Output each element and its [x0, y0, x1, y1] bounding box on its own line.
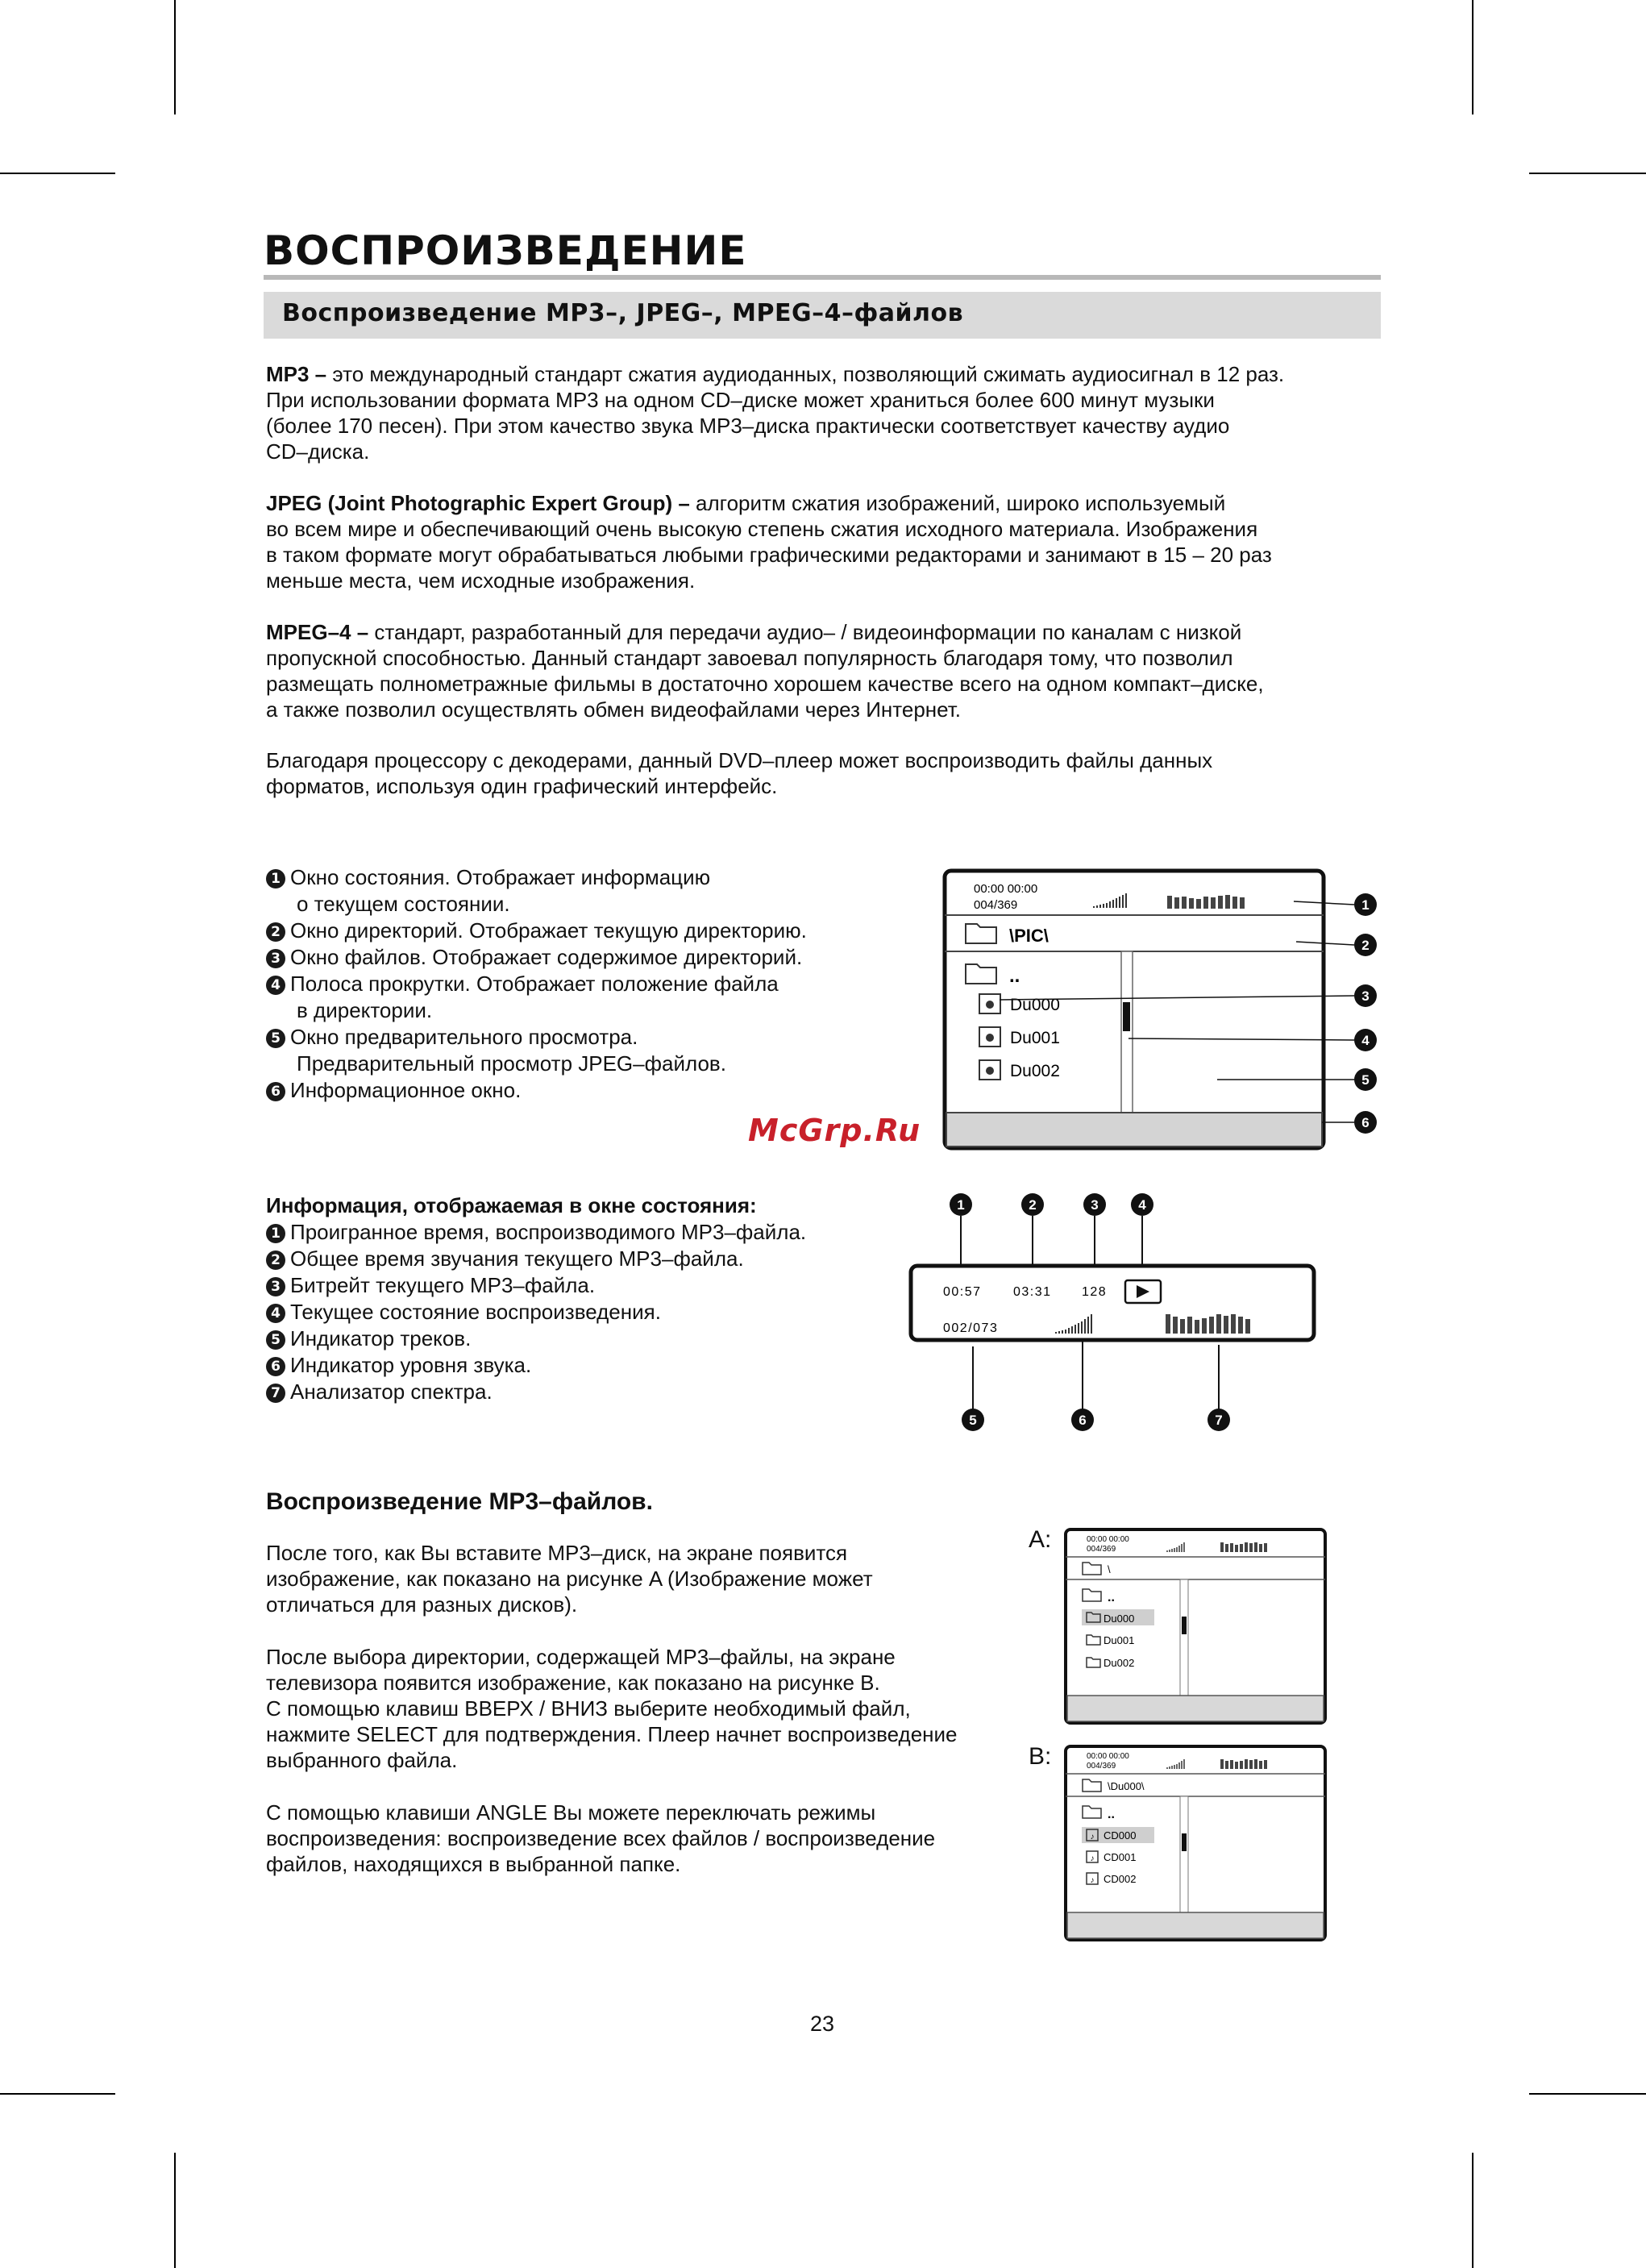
bottom-callouts: [962, 1409, 1230, 1431]
text-line: (более 170 песен). При этом качество звука MP3–диска практически соответствует качеству аудио: [266, 414, 1230, 438]
text-line: во всем мире и обеспечивающий очень высокую степень сжатия исходного материала. Изображения: [266, 517, 1258, 541]
scrollbar-thumb: [1182, 1833, 1187, 1851]
screen-frame: [945, 871, 1324, 1148]
text-line: форматов, используя один графический интерфейс.: [266, 774, 778, 798]
scrollbar: [1121, 951, 1133, 1113]
file-name: Du002: [1104, 1657, 1135, 1669]
mp3-paragraph: [266, 361, 1386, 464]
text-line: изображение, как показано на рисунке A (Изображение может: [266, 1567, 873, 1591]
callout-number: 6: [266, 1082, 285, 1101]
page-title: ВОСПРОИЗВЕДЕНИЕ: [264, 227, 747, 274]
status-track: 004/369: [1087, 1545, 1116, 1554]
callout-number: 5: [266, 1330, 285, 1350]
status-info-heading: Информация, отображаемая в окне состояния:: [266, 1193, 757, 1217]
crop-mark: [0, 173, 115, 174]
file-name: Du000: [1010, 996, 1060, 1014]
figure-a-label: A:: [1029, 1526, 1052, 1553]
crop-mark: [1529, 173, 1646, 174]
total-time: 03:31: [1013, 1285, 1052, 1299]
text-line: размещать полнометражные фильмы в достаточно хорошем качестве всего на одном компакт–диске,: [266, 672, 1264, 696]
parent-dir: ..: [1108, 1808, 1115, 1821]
directory-path: \Du000\: [1108, 1780, 1145, 1792]
text-line: нажмите SELECT для подтверждения. Плеер начнет воспроизведение: [266, 1722, 958, 1746]
callout-number: 4: [266, 1304, 285, 1323]
text-line: После выбора директории, содержащей MP3–файлы, на экране: [266, 1645, 896, 1669]
callout-number: 5: [969, 1413, 977, 1428]
directory-path: \: [1108, 1563, 1111, 1575]
callout-number: 1: [266, 869, 285, 888]
callout-markers: [1354, 893, 1377, 1134]
text-line: CD–диска.: [266, 439, 370, 464]
callout-number: 6: [1079, 1413, 1087, 1428]
legend-text: Информационное окно.: [290, 1078, 522, 1102]
directory-path: \PIC\: [1009, 926, 1049, 946]
crop-mark: [174, 2153, 176, 2268]
text-line: выбранного файла.: [266, 1748, 458, 1772]
music-note-glyph: ♪: [1090, 1854, 1095, 1863]
crop-mark: [1472, 2153, 1474, 2268]
callout-number: 7: [266, 1384, 285, 1403]
camera-icon: [986, 1034, 994, 1042]
text-line: меньше места, чем исходные изображения.: [266, 568, 696, 593]
legend-text: Окно предварительного просмотра.: [290, 1025, 638, 1049]
screen-layout-diagram: [935, 863, 1386, 1157]
legend-text: Индикатор треков.: [290, 1326, 472, 1350]
legend-text: Окно состояния. Отображает информацию: [290, 865, 711, 889]
camera-icon: [986, 1067, 994, 1075]
top-callouts: [950, 1193, 1153, 1216]
mp3-term: MP3 –: [266, 362, 327, 386]
page-number: 23: [810, 2012, 835, 2036]
callout-number: 5: [266, 1029, 285, 1048]
status-time: 00:00 00:00: [974, 882, 1038, 896]
legend-text: Полоса прокрутки. Отображает положение файла: [290, 972, 779, 996]
scrollbar: [1180, 1796, 1188, 1912]
camera-icon: [986, 1001, 994, 1009]
scrollbar: [1180, 1579, 1188, 1696]
jpeg-paragraph: [266, 490, 1386, 593]
legend-text: о текущем состоянии.: [297, 892, 510, 916]
callout-number: 2: [266, 1251, 285, 1270]
legend-text: Проигранное время, воспроизводимого MP3–файла.: [290, 1220, 807, 1244]
text-line: в таком формате могут обрабатываться любыми графическими редакторами и занимают в 15 – 20 раз: [266, 543, 1272, 567]
text-line: Благодаря процессору с декодерами, данный DVD–плеер может воспроизводить файлы данных: [266, 748, 1213, 772]
mp3-playback-p3: [266, 1800, 1040, 1877]
callout-number: 2: [1029, 1197, 1037, 1213]
screen-b-diagram: [1062, 1743, 1328, 1943]
watermark: McGrp.Ru: [748, 1113, 921, 1148]
callout-number: 3: [266, 949, 285, 968]
text-line: а также позволил осуществлять обмен видеофайлами через Интернет.: [266, 697, 961, 722]
status-window-diagram: [903, 1185, 1330, 1435]
status-track: 004/369: [1087, 1762, 1116, 1771]
music-note-glyph: ♪: [1090, 1833, 1095, 1841]
mp3-playback-p1: [266, 1540, 1040, 1617]
legend-text: Анализатор спектра.: [290, 1380, 493, 1404]
text-line: С помощью клавиши ANGLE Вы можете переключать режимы: [266, 1800, 876, 1825]
decoder-paragraph: [266, 747, 1386, 799]
callout-number: 2: [1361, 938, 1370, 953]
parent-dir: ..: [1009, 965, 1020, 987]
callout-number: 4: [1361, 1033, 1370, 1048]
file-name: CD001: [1104, 1851, 1137, 1863]
callout-number: 7: [1215, 1413, 1223, 1428]
legend-text: Окно директорий. Отображает текущую директорию.: [290, 918, 807, 943]
text-line: файлов, находящихся в выбранной папке.: [266, 1852, 681, 1876]
file-name: Du001: [1104, 1634, 1135, 1646]
text-line: воспроизведения: воспроизведение всех файлов / воспроизведение: [266, 1826, 936, 1850]
mp3-playback-p2: [266, 1644, 1040, 1773]
info-window: [1067, 1696, 1324, 1721]
mpeg4-term: MPEG–4 –: [266, 620, 369, 644]
info-window: [946, 1113, 1322, 1146]
callout-number: 1: [957, 1197, 965, 1213]
screen-a-diagram: [1062, 1526, 1328, 1726]
jpeg-term: JPEG (Joint Photographic Expert Group) –: [266, 491, 690, 515]
callout-number: 6: [266, 1357, 285, 1376]
callout-number: 1: [266, 1224, 285, 1243]
section-title: Воспроизведение MP3–, JPEG–, MPEG–4–файлов: [282, 299, 964, 327]
file-name: Du000: [1104, 1613, 1135, 1625]
callout-number: 1: [1361, 897, 1370, 913]
legend-text: Индикатор уровня звука.: [290, 1353, 532, 1377]
callout-number: 3: [1091, 1197, 1099, 1213]
windows-legend: [266, 864, 807, 1104]
text-line: алгоритм сжатия изображений, широко используемый: [689, 491, 1226, 515]
callout-number: 3: [1361, 988, 1370, 1004]
status-time: 00:00 00:00: [1087, 1535, 1129, 1544]
legend-text: Битрейт текущего MP3–файла.: [290, 1273, 596, 1297]
text-line: телевизора появится изображение, как показано на рисунке B.: [266, 1671, 880, 1695]
text-line: После того, как Вы вставите MP3–диск, на экране появится: [266, 1541, 848, 1565]
scrollbar-thumb: [1123, 1002, 1130, 1031]
callout-number: 3: [266, 1277, 285, 1296]
text-line: пропускной способностью. Данный стандарт завоевал популярность благодаря тому, что позволил: [266, 646, 1233, 670]
legend-text: Текущее состояние воспроизведения.: [290, 1300, 661, 1324]
bitrate: 128: [1082, 1285, 1108, 1299]
callout-number: 2: [266, 922, 285, 942]
legend-text: Общее время звучания текущего MP3–файла.: [290, 1246, 744, 1271]
title-rule: [264, 275, 1381, 280]
figure-b-label: B:: [1029, 1743, 1052, 1770]
legend-text: Предварительный просмотр JPEG–файлов.: [297, 1051, 726, 1076]
crop-mark: [1472, 0, 1474, 114]
file-name: Du002: [1010, 1062, 1060, 1080]
callout-number: 5: [1361, 1072, 1370, 1088]
scrollbar-thumb: [1182, 1617, 1187, 1634]
track-indicator: 002/073: [943, 1321, 999, 1335]
status-legend: [266, 1219, 806, 1405]
crop-mark: [174, 0, 176, 114]
callout-number: 6: [1361, 1115, 1370, 1130]
parent-dir: ..: [1108, 1591, 1115, 1604]
status-time: 00:00 00:00: [1087, 1752, 1129, 1761]
elapsed-time: 00:57: [943, 1285, 982, 1299]
file-name: CD000: [1104, 1829, 1137, 1841]
callout-number: 4: [1138, 1197, 1146, 1213]
music-note-glyph: ♪: [1090, 1876, 1095, 1885]
crop-mark: [0, 2093, 115, 2095]
status-track: 004/369: [974, 898, 1018, 912]
text-line: стандарт, разработанный для передачи аудио– / видеоинформации по каналам с низкой: [368, 620, 1242, 644]
crop-mark: [1529, 2093, 1646, 2095]
mpeg4-paragraph: [266, 619, 1386, 722]
file-name: Du001: [1010, 1029, 1060, 1047]
legend-text: в директории.: [297, 998, 433, 1022]
text-line: С помощью клавиш ВВЕРХ / ВНИЗ выберите необходимый файл,: [266, 1696, 911, 1721]
legend-text: Окно файлов. Отображает содержимое директорий.: [290, 945, 803, 969]
text-line: отличаться для разных дисков).: [266, 1592, 578, 1617]
mp3-playback-heading: Воспроизведение MP3–файлов.: [266, 1488, 653, 1515]
text-line: При использовании формата MP3 на одном CD–диске может храниться более 600 минут музыки: [266, 388, 1215, 412]
callout-number: 4: [266, 976, 285, 995]
info-window: [1067, 1912, 1324, 1938]
text-line: это международный стандарт сжатия аудиоданных, позволяющий сжимать аудиосигнал в 12 раз.: [326, 362, 1285, 386]
file-name: CD002: [1104, 1873, 1137, 1885]
